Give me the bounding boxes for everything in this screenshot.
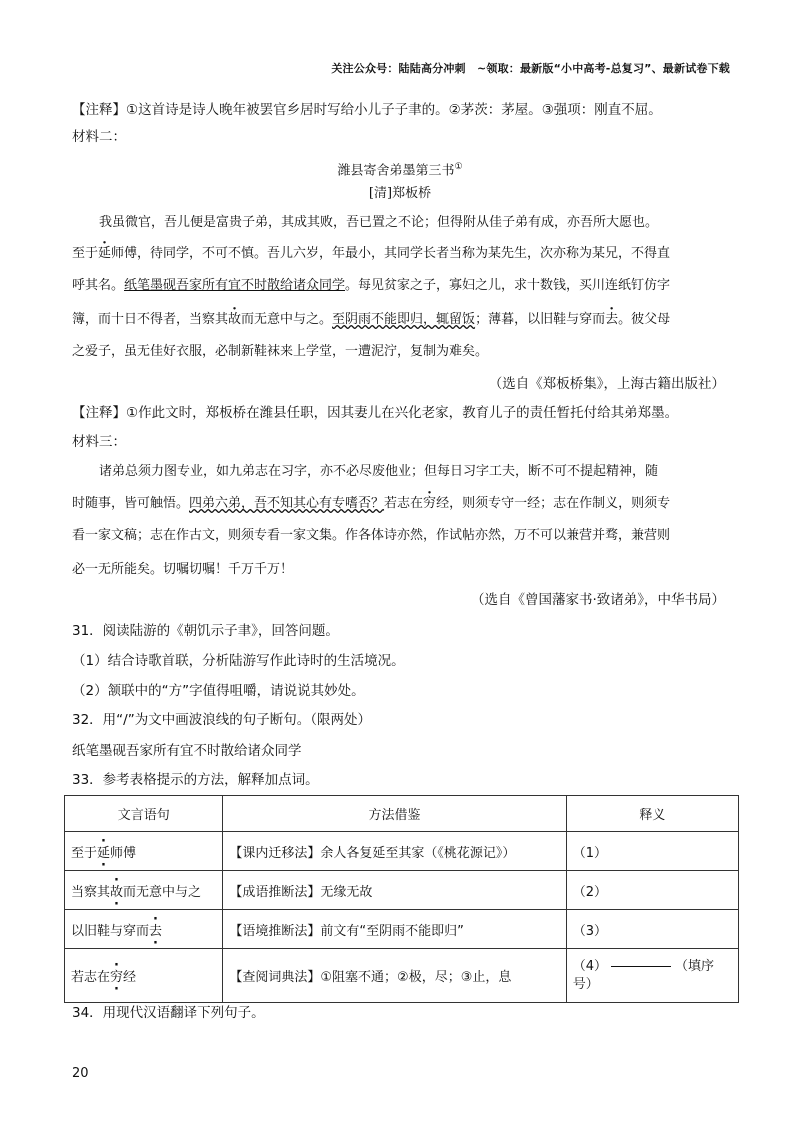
table-row (65, 910, 739, 949)
source-2: （选自《郑板桥集》，上海古籍出版社） (488, 376, 725, 392)
p3-line-2: 时随事，皆可触悟。四弟六弟，吾不知其心有专嗜否？若志在穷经，则须专守一经；志在作制义，则须专 (72, 496, 671, 511)
question-34: 34．用现代汉语翻译下列句子。 (72, 1005, 265, 1021)
letter-author: [清]郑板桥 (368, 186, 432, 201)
source-3: （选自《曾国藩家书·致诸弟》，中华书局） (470, 592, 725, 608)
question-31-1: （1）结合诗歌首联，分析陆游写作此诗时的生活境况。 (72, 653, 405, 669)
question-32: 32．用“/”为文中画波浪线的句子断句。（限两处） (72, 712, 371, 728)
table-header-cell: 方法借鉴 (223, 796, 566, 832)
p1-line-5: 之爱子，虽无佳好衣服，必制新鞋袜来上学堂，一遭泥泞，复制为难矣。 (72, 344, 489, 359)
material-3-label: 材料三： (72, 434, 126, 450)
table-cell-method: 【成语推断法】无缘无故 (223, 871, 566, 910)
p3-line-4: 必一无所能矣。切嘱切嘱！千万千万！ (72, 562, 294, 577)
page-number: 20 (72, 1066, 89, 1081)
table-cell-sentence: 以旧鞋与穿而去 (65, 910, 223, 949)
material-2-label: 材料二： (72, 129, 126, 145)
table-row (65, 949, 739, 1003)
question-31-2: （2）颔联中的“方”字值得咀嚼，请说说其妙处。 (72, 683, 365, 699)
question-32-sentence: 纸笔墨砚吾家所有宜不时散给诸众同学 (72, 743, 302, 759)
table-header-cell: 文言语句 (65, 796, 223, 832)
table-cell-sentence: 当察其故而无意中与之 (65, 871, 223, 910)
p1-line-1: 我虽微官，吾儿便是富贵子弟，其成其败，吾已置之不论；但得附从佳子弟有成，亦吾所大愿也。 (99, 215, 659, 230)
table-cell-meaning: （4） （填序 号） (566, 949, 738, 1003)
answer-blank[interactable] (611, 966, 671, 967)
table-header-cell: 释义 (566, 796, 738, 832)
table-row (65, 871, 739, 910)
note-2: 【注释】①作此文时，郑板桥在潍县任职，因其妻儿在兴化老家，教育儿子的责任暂托付给其弟郑墨。 (72, 405, 679, 421)
p1-line-3: 呼其名。纸笔墨砚吾家所有宜不时散给诸众同学。每见贫家之子，寡妇之儿，求十数钱，买川连纸钉仿字 (72, 278, 671, 293)
p1-line-4: 簿，而十日不得者，当察其故而无意中与之。至阴雨不能即归，辄留饭；薄暮，以旧鞋与穿而去。彼父母 (72, 312, 671, 327)
p3-line-3: 看一家文稿；志在作古文，则须专看一家文集。作各体诗亦然，作试帖亦然，万不可以兼营并骛，兼营则 (72, 528, 671, 543)
table-cell-method: 【课内迁移法】余人各复延至其家（《桃花源记》） (223, 832, 566, 871)
letter-title: 潍县寄舍弟墨第三书① (337, 162, 463, 179)
table-cell-meaning: （1） (566, 832, 738, 871)
p1-line-2: 至于延师傅，待同学，不可不慎。吾儿六岁，年最小，其同学长者当称为某先生，次亦称为某兄，不得直 (72, 246, 671, 261)
table-row (65, 832, 739, 871)
question-33: 33．参考表格提示的方法，解释加点词。 (72, 772, 319, 788)
table-cell-meaning: （2） (566, 871, 738, 910)
table-cell-meaning: （3） (566, 910, 738, 949)
p3-line-1: 诸弟总须力图专业，如九弟志在习字，亦不必尽废他业；但每日习字工夫，断不可不提起精神，随 (99, 464, 659, 479)
table-cell-method: 【查阅词典法】①阻塞不通；②极，尽；③止，息 (223, 949, 566, 1003)
method-table (64, 795, 739, 1003)
note-1: 【注释】①这首诗是诗人晚年被罢官乡居时写给小儿子子聿的。②茅茨：茅屋。③强项：刚直不屈。 (72, 102, 662, 118)
table-cell-method: 【语境推断法】前文有“至阴雨不能即归” (223, 910, 566, 949)
table-cell-sentence: 至于延师傅 (65, 832, 223, 871)
table-cell-sentence: 若志在穷经 (65, 949, 223, 1003)
table-header-row (65, 796, 739, 832)
question-31: 31．阅读陆游的《朝饥示子聿》，回答问题。 (72, 623, 339, 639)
header-banner: 关注公众号：陆陆高分冲刺 ~领取：最新版“小中高考-总复习”、最新试卷下载 (331, 62, 730, 75)
